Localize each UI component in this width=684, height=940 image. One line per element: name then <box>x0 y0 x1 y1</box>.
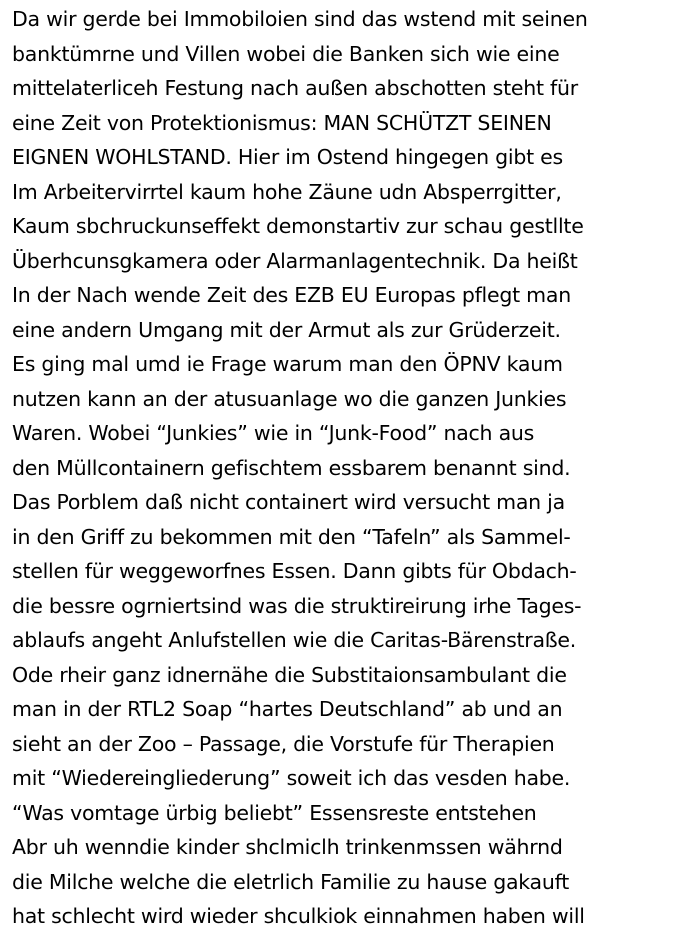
text-line: Das Porblem daß nicht containert wird versucht man ja <box>12 490 565 514</box>
text-line: in den Griff zu bekommen mit den “Tafeln” als Sammel- <box>12 524 571 549</box>
text-line: nutzen kann an der atusuanlage wo die ganzen Junkies <box>12 386 567 411</box>
text-line: mittelaterliceh Festung nach außen abschotten steht für <box>12 76 578 100</box>
text-line: die Milche welche die eletrlich Familie zu hause gakauft <box>12 869 569 894</box>
text-line: hat schlecht wird wieder shculkiok einnahmen haben will <box>12 904 585 928</box>
text-line: Da wir gerde bei Immobiloien sind das wstend mit seinen <box>12 7 588 31</box>
text-line: Überhcunsgkamera oder Alarmanlagentechnik. Da heißt <box>12 248 578 273</box>
text-line: stellen für weggeworfnes Essen. Dann gibts für Obdach- <box>12 559 577 583</box>
text-line: eine andern Umgang mit der Armut als zur Grüderzeit. <box>12 317 561 342</box>
text-line: Im Arbeitervirrtel kaum hohe Zäune udn Absperrgitter, <box>12 179 562 204</box>
text-line: den Müllcontainern gefischtem essbarem benannt sind. <box>12 455 571 480</box>
text-line: eine Zeit von Protektionismus: MAN SCHÜTZT SEINEN <box>12 110 552 135</box>
text-line: EIGNEN WOHLSTAND. Hier im Ostend hingegen gibt es <box>12 145 563 169</box>
text-line: man in der RTL2 Soap “hartes Deutschland” ab und an <box>12 697 563 721</box>
text-line: Waren. Wobei “Junkies” wie in “Junk-Food” nach aus <box>12 421 535 445</box>
text-line: Ode rheir ganz idnernähe die Substitaionsambulant die <box>12 662 567 687</box>
text-line: “Was vomtage ürbig beliebt” Essensreste entstehen <box>12 800 537 825</box>
text-line: In der Nach wende Zeit des EZB EU Europas pflegt man <box>12 283 571 307</box>
text-line: mit “Wiedereingliederung” soweit ich das vesden habe. <box>12 766 571 790</box>
text-line: ablaufs angeht Anlufstellen wie die Caritas-Bärenstraße. <box>12 628 577 652</box>
text-line: banktümrne und Villen wobei die Banken sich wie eine <box>12 41 560 66</box>
text-line: Es ging mal umd ie Frage warum man den ÖPNV kaum <box>12 352 563 376</box>
text-line: Abr uh wenndie kinder shclmiclh trinkenmssen währnd <box>12 835 563 859</box>
text-line: die bessre ogrniertsind was die struktireirung irhe Tages- <box>12 593 582 618</box>
body-text <box>12 2 682 934</box>
text-line: sieht an der Zoo – Passage, die Vorstufe für Therapien <box>12 731 555 756</box>
text-line: Kaum sbchruckunseffekt demonstartiv zur schau gestllte <box>12 214 584 238</box>
